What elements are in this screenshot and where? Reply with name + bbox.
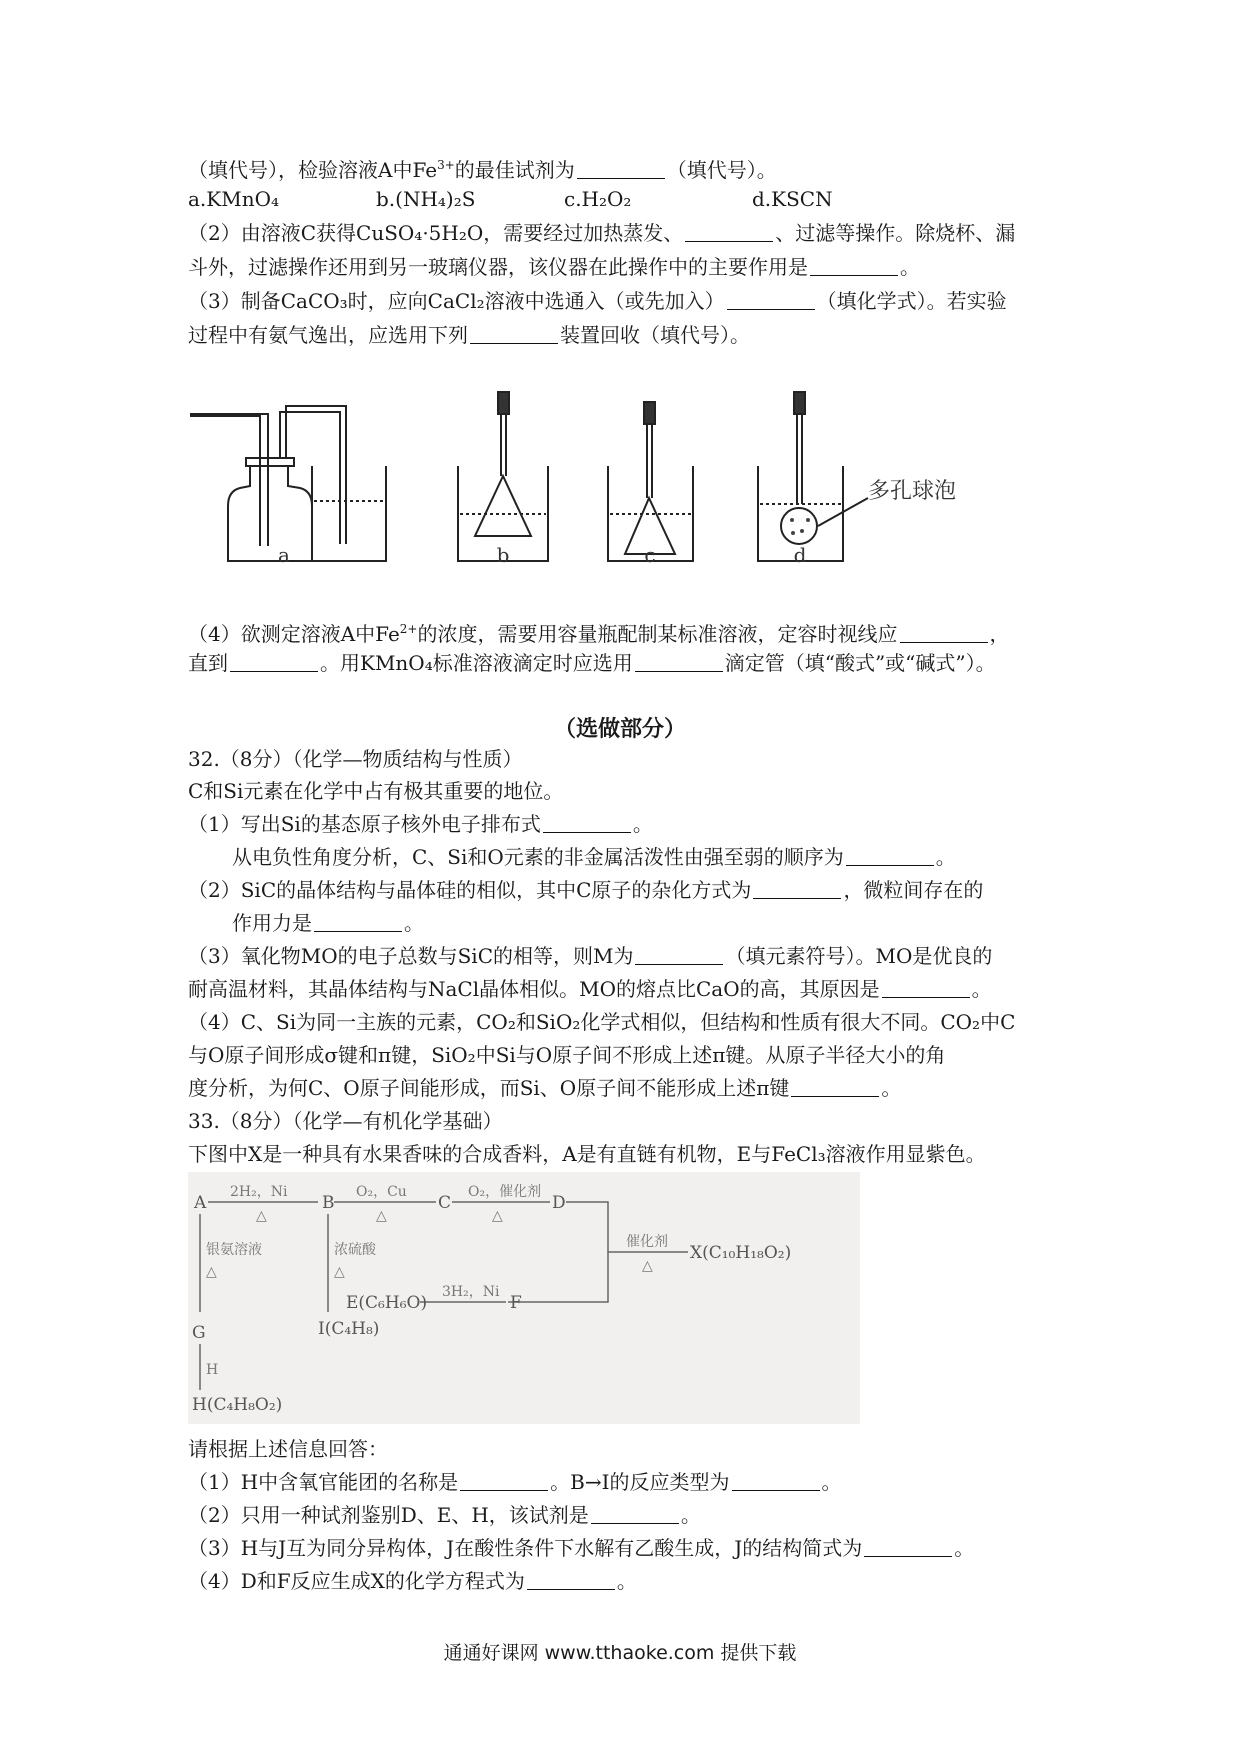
text: （4）D和F反应生成X的化学方程式为 (188, 1569, 525, 1593)
question-line (188, 877, 983, 903)
compound-d: D (552, 1193, 566, 1213)
answer-blank[interactable] (882, 979, 970, 998)
text: 的浓度，需要用容量瓶配制某标准溶液，定容时视线应 (417, 622, 898, 646)
text: 从电负性角度分析，C、Si和O元素的非金属活泼性由强至弱的顺序为 (232, 845, 844, 869)
q33-heading: 33.（8分）（化学—有机化学基础） (188, 1109, 503, 1133)
q33-ask: 请根据上述信息回答： (188, 1437, 388, 1461)
text: 。 (900, 255, 920, 279)
stopper (246, 458, 294, 466)
compound-b: B (322, 1193, 335, 1213)
question-line (188, 1469, 842, 1495)
porous-bulb (781, 508, 817, 544)
reagent-label: O₂，Cu (356, 1184, 407, 1200)
text: （2）只用一种试剂鉴别D、E、H，该试剂是 (188, 1503, 589, 1527)
answer-blank[interactable] (791, 1078, 879, 1097)
reagent-label: H (206, 1362, 219, 1378)
reagent-label: 2H₂，Ni (230, 1184, 288, 1200)
question-line (188, 1502, 701, 1528)
question-line (188, 976, 992, 1002)
answer-blank[interactable] (460, 1472, 548, 1491)
question-line (188, 1075, 901, 1101)
heat-symbol: △ (256, 1208, 267, 1224)
heat-symbol: △ (642, 1258, 653, 1274)
connector-f (508, 1252, 608, 1302)
text: （1）H中含氧官能团的名称是 (188, 1470, 459, 1494)
text: 度分析，为何C、O原子间能形成，而Si、O原子间不能形成上述π键 (188, 1076, 790, 1100)
text: （3）氧化物MO的电子总数与SiC的相等，则M为 (188, 944, 634, 968)
text: 。用KMnO₄标准溶液滴定时应选用 (320, 651, 633, 675)
label-a: a (278, 543, 290, 566)
question-line (232, 844, 956, 870)
answer-blank[interactable] (810, 257, 898, 276)
reagent-label: O₂，催化剂 (468, 1184, 542, 1200)
pore-dot (806, 518, 810, 522)
tube-cap (794, 392, 805, 414)
text: 、过滤等操作。除烧杯、漏 (775, 221, 1016, 245)
question-line (188, 1568, 637, 1594)
tube-cap (498, 392, 509, 414)
apparatus-figure (188, 386, 988, 566)
compound-g: G (192, 1323, 206, 1343)
text: 。 (821, 1470, 842, 1494)
text: （4）欲测定溶液A中Fe (188, 622, 400, 646)
text: 。 (971, 977, 992, 1001)
text: 。 (616, 1569, 637, 1593)
q32-heading: 32.（8分）（化学—物质结构与性质） (188, 747, 523, 771)
answer-blank[interactable] (527, 1571, 615, 1590)
heat-symbol: △ (334, 1264, 345, 1280)
text: ，微粒间存在的 (843, 878, 984, 902)
q32-intro: C和Si元素在化学中占有极其重要的地位。 (188, 779, 564, 803)
option-c: c.H₂O₂ (564, 187, 632, 211)
pore-dot (791, 531, 795, 535)
reagent-label: 3H₂，Ni (442, 1284, 500, 1300)
pore-dot (790, 518, 794, 522)
wash-bottle (228, 466, 312, 561)
text: 。 (935, 845, 956, 869)
label-d: d (793, 543, 807, 566)
text: 。 (632, 812, 653, 836)
text: 斗外，过滤操作还用到另一玻璃仪器，该仪器在此操作中的主要作用是 (188, 255, 808, 279)
compound-i: I(C₄H₈) (318, 1319, 380, 1339)
text: ， (989, 622, 1010, 646)
compound-a: A (194, 1193, 207, 1213)
superscript: 3+ (437, 158, 455, 172)
answer-blank[interactable] (314, 913, 402, 932)
answer-blank[interactable] (543, 814, 631, 833)
option-a: a.KMnO₄ (188, 187, 279, 211)
question-line (188, 811, 653, 837)
answer-blank[interactable] (727, 291, 815, 310)
text: （1）写出Si的基态原子核外电子排布式 (188, 812, 541, 836)
text: 过程中有氨气逸出，应选用下列 (188, 323, 468, 347)
inlet-tube (190, 414, 268, 458)
answer-blank[interactable] (635, 946, 723, 965)
text: 耐高温材料，其晶体结构与NaCl晶体相似。MO的熔点比CaO的高，其原因是 (188, 977, 880, 1001)
beaker-a (312, 466, 386, 561)
tube-cap (644, 402, 655, 424)
pore-dot (800, 529, 804, 533)
question-line (232, 910, 424, 936)
compound-h: H(C₄H₈O₂) (192, 1395, 283, 1415)
reagent-label: 浓硫酸 (334, 1242, 376, 1258)
compound-c: C (438, 1193, 452, 1213)
question-line (188, 943, 992, 969)
question-line: 与O原子间形成σ键和π键，SiO₂中Si与O原子间不形成上述π键。从原子半径大小的角 (188, 1043, 946, 1067)
answer-blank[interactable] (753, 880, 841, 899)
reagent-label: 银氨溶液 (206, 1242, 262, 1258)
bubble-label: 多孔球泡 (868, 479, 957, 504)
question-line (188, 616, 1010, 647)
question-line (188, 322, 750, 348)
heat-symbol: △ (492, 1208, 503, 1224)
compound-e: E(C₆H₆O) (346, 1293, 428, 1313)
answer-blank[interactable] (685, 223, 773, 242)
answer-blank[interactable] (900, 624, 988, 643)
q33-intro: 下图中X是一种具有水果香味的合成香料，A是有直链有机物，E与FeCl₃溶液作用显紫色。 (188, 1142, 986, 1166)
option-b: b.(NH₄)₂S (376, 187, 476, 211)
text: 。B→I的反应类型为 (550, 1470, 730, 1494)
text: 。 (404, 911, 424, 935)
connector-d (566, 1202, 623, 1252)
text: 直到 (188, 651, 228, 675)
footer-credit: 通通好课网 www.tthaoke.com 提供下载 (443, 1642, 797, 1664)
answer-blank[interactable] (470, 325, 558, 344)
question-line (188, 650, 996, 676)
option-d: d.KSCN (752, 187, 833, 211)
inlet-tube-down (260, 458, 268, 546)
text: 。 (680, 1503, 701, 1527)
answer-blank[interactable] (635, 653, 723, 672)
text: （2）SiC的晶体结构与晶体硅的相似，其中C原子的杂化方式为 (188, 878, 752, 902)
answer-blank[interactable] (230, 653, 318, 672)
text: 作用力是 (232, 911, 312, 935)
answer-blank[interactable] (864, 1538, 952, 1557)
compound-f: F (510, 1293, 522, 1313)
text: 的最佳试剂为 (454, 158, 575, 182)
text: 滴定管（填“酸式”或“碱式”）。 (724, 651, 996, 675)
compound-x: X(C₁₀H₁₈O₂) (690, 1243, 792, 1263)
reaction-scheme (188, 1172, 860, 1424)
text: （填元素符号）。MO是优良的 (725, 944, 993, 968)
text: 。 (954, 1536, 975, 1560)
text: （3）制备CaCO₃时，应向CaCl₂溶液中选通入（或先加入） (188, 289, 725, 313)
funnel-b (475, 476, 531, 536)
reagent-label: 催化剂 (626, 1234, 668, 1250)
text: （填代号）。 (666, 158, 777, 182)
text: （3）H与J互为同分异构体，J在酸性条件下水解有乙酸生成，J的结构简式为 (188, 1536, 863, 1560)
heat-symbol: △ (206, 1264, 217, 1280)
superscript: 2+ (399, 622, 418, 636)
heat-symbol: △ (376, 1208, 387, 1224)
question-line (188, 254, 920, 280)
question-line (188, 1535, 974, 1561)
answer-blank[interactable] (846, 847, 934, 866)
label-b: b (496, 543, 510, 566)
question-line (188, 152, 777, 183)
options-line (188, 186, 940, 212)
answer-blank[interactable] (577, 160, 665, 179)
question-line (188, 288, 1007, 314)
question-line (188, 220, 1015, 246)
text: 装置回收（填代号）。 (560, 323, 750, 347)
text: （填化学式）。若实验 (816, 289, 1007, 313)
answer-blank[interactable] (732, 1472, 820, 1491)
answer-blank[interactable] (591, 1505, 679, 1524)
label-c: c (644, 543, 656, 566)
text: 。 (881, 1076, 902, 1100)
text: （2）由溶液C获得CuSO₄·5H₂O，需要经过加热蒸发、 (188, 221, 684, 245)
question-line: （4）C、Si为同一主族的元素，CO₂和SiO₂化学式相似，但结构和性质有很大不同。CO₂中C (188, 1010, 1016, 1034)
text: （填代号），检验溶液A中Fe (188, 158, 438, 182)
section-title: （选做部分） (553, 716, 686, 742)
